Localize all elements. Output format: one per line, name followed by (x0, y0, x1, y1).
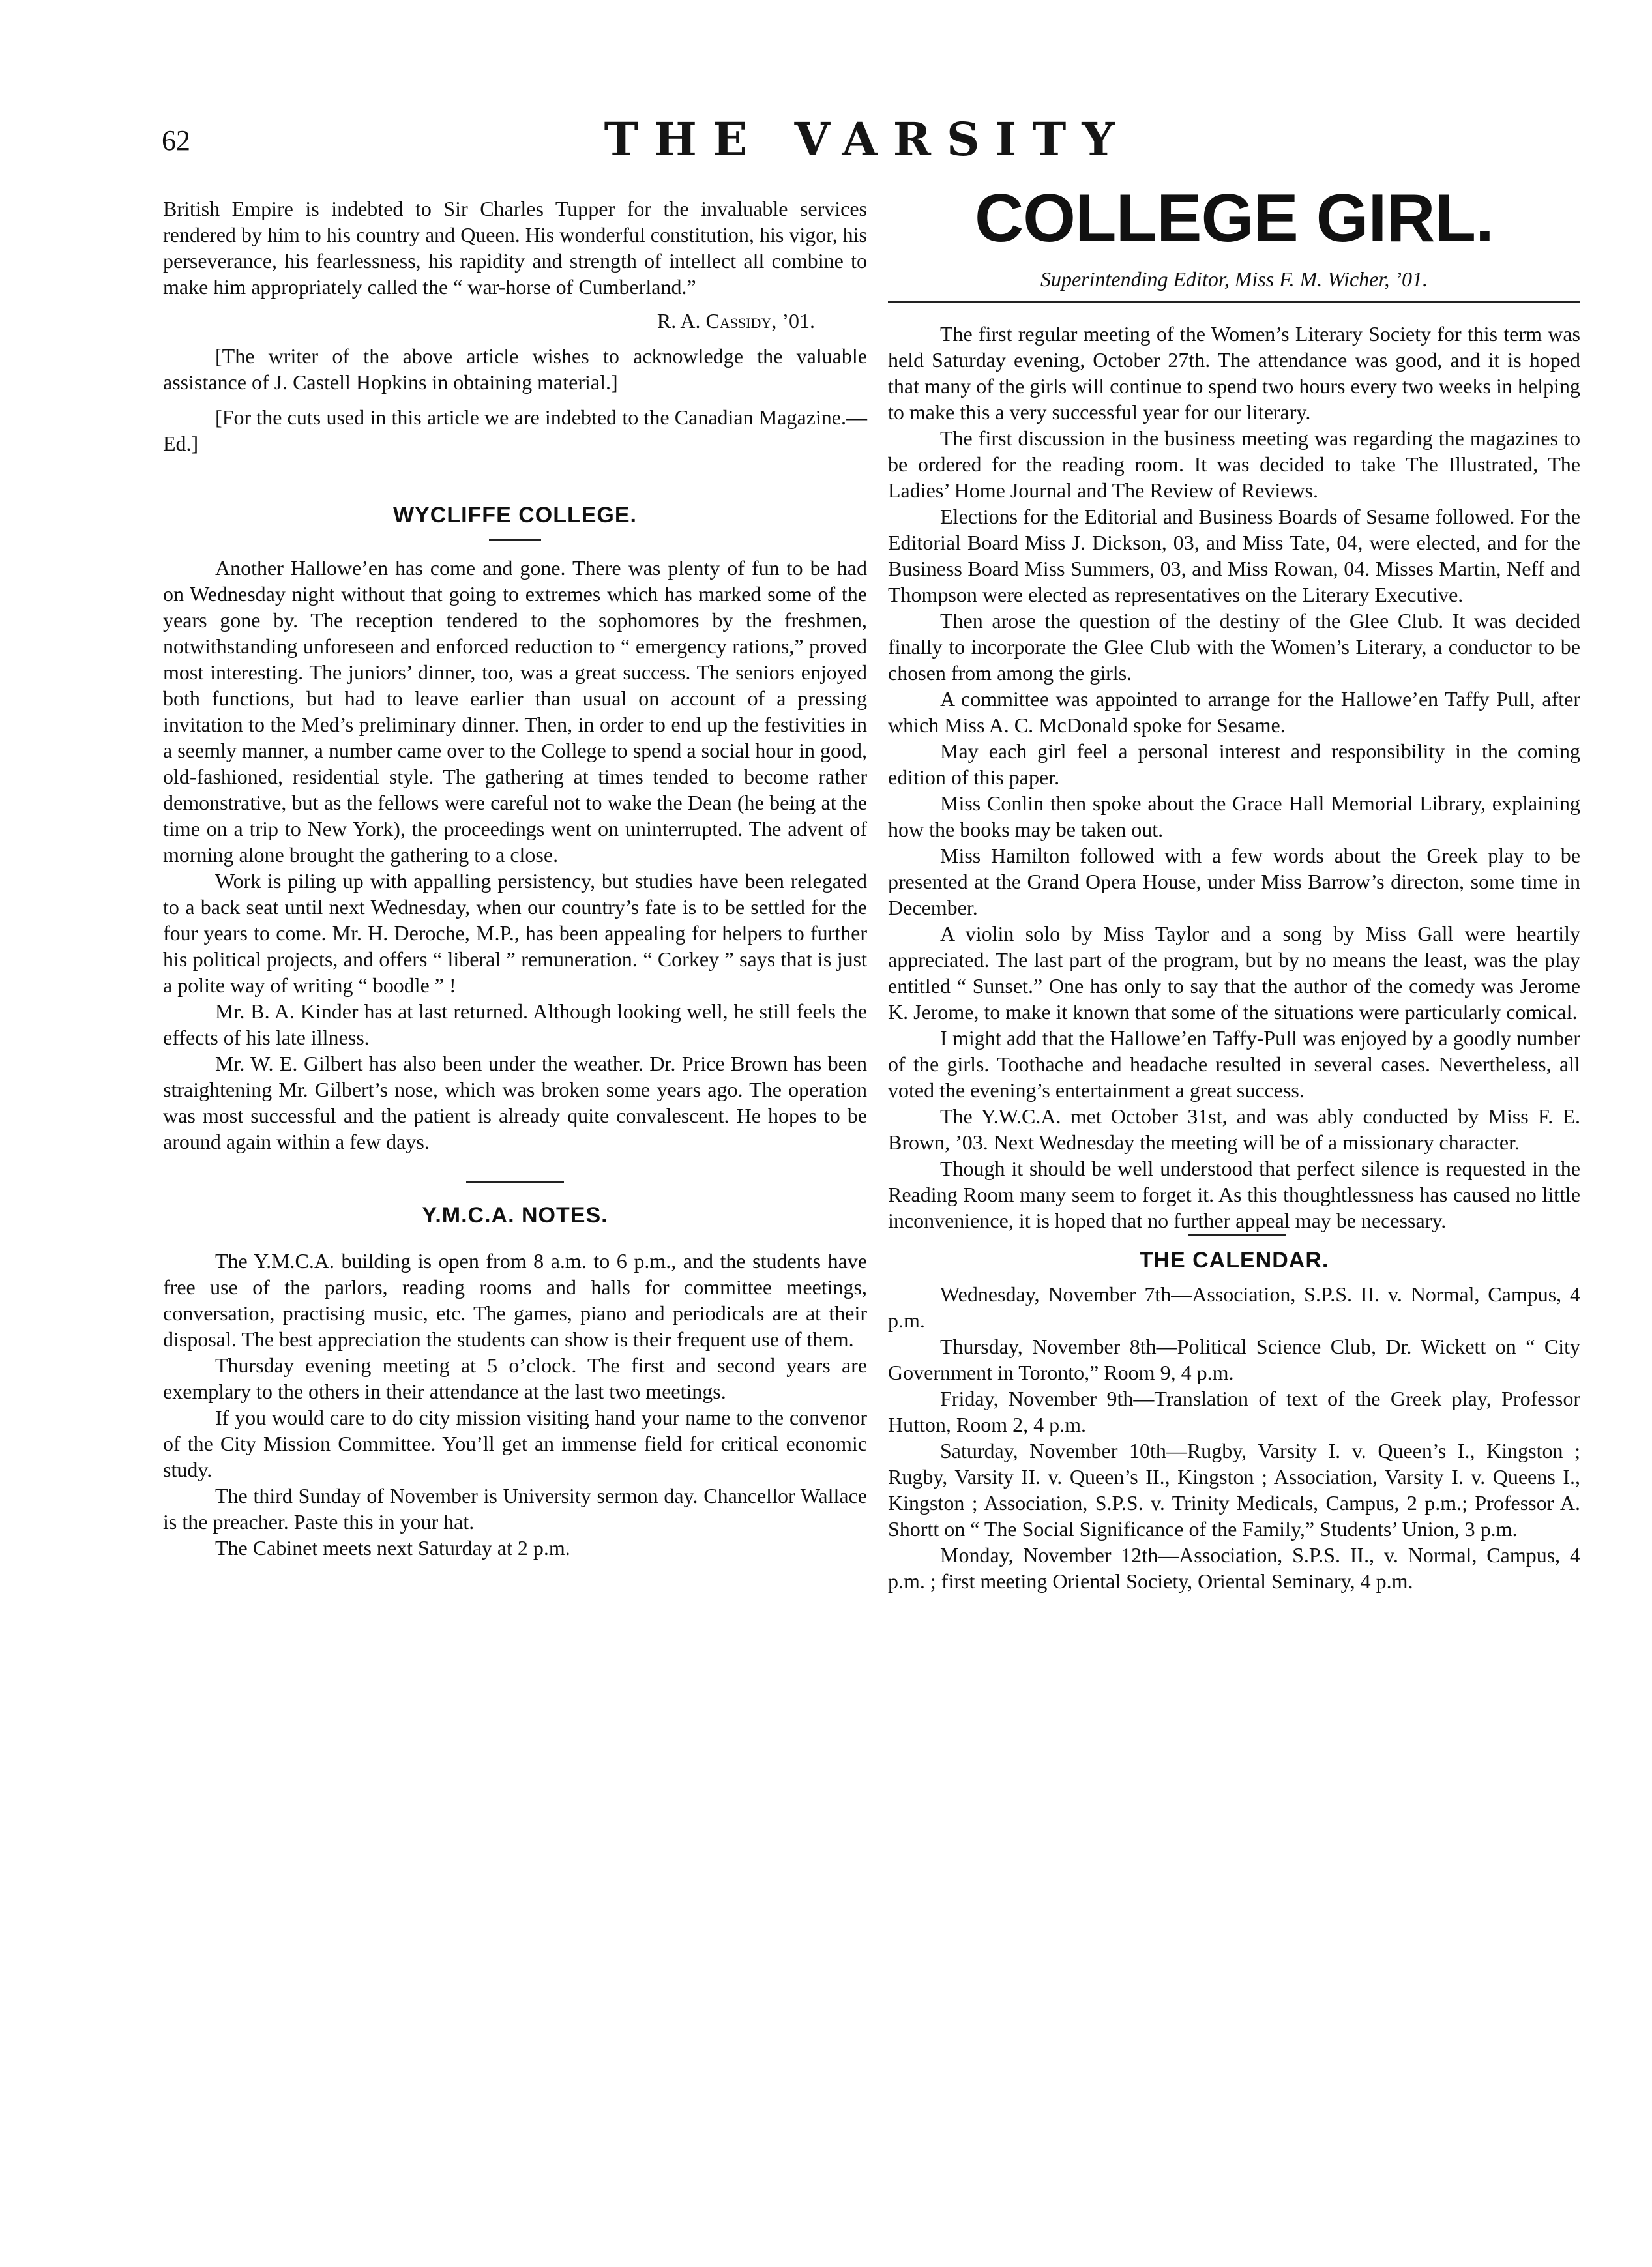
college-girl-paragraph: Elections for the Editorial and Business Boards of Sesame followed. For the Editorial Board Miss J. Dickson, 03, and Miss Tate, 04, were elected, and for the Business Board Miss Summers, 03, and Miss Rowan, 04. Misses Martin, Neff and Thompson were elected as representatives on the Literary Executive. (888, 505, 1580, 606)
title-double-rule (888, 301, 1580, 306)
college-girl-title: COLLEGE GIRL. (975, 181, 1494, 256)
section-rule (1188, 1234, 1286, 1236)
author-signature: R. A. Cassidy, ’01. (656, 309, 815, 333)
ymca-paragraph: If you would care to do city mission visiting hand your name to the convenor of the City Mission Committee. You’ll get an immense field for critical economic study. (163, 1406, 867, 1481)
college-girl-paragraph: The first regular meeting of the Women’s Literary Society for this term was held Saturday evening, October 27th. The attendance was good, and it is hoped that many of the girls will continue to spend two hours every two weeks in helping to make this a very successful year for our literary. (888, 322, 1580, 424)
ymca-heading: Y.M.C.A. NOTES. (422, 1203, 608, 1228)
heading-rule (489, 539, 541, 541)
cuts-note: [For the cuts used in this article we are indebted to the Canadian Magazine.—Ed.] (163, 406, 867, 455)
wycliffe-paragraph: Another Hallowe’en has come and gone. There was plenty of fun to be had on Wednesday night without that going to extremes which has marked some of the years gone by. The reception tendered to the sophomores by the freshmen, notwithstanding unforeseen and enforced reduction to “ emergency rations,” proved most interesting. The juniors’ dinner, too, was a great success. The seniors enjoyed both functions, but had to leave earlier than usual on account of a pressing invitation to the Med’s preliminary dinner. Then, in order to end up the festivities in a seemly manner, a number came over to the College to spend a social hour in good, old-fashioned, residential style. The gathering at times tended to become rather demonstrative, but as the fellows were careful not to wake the Dean (he being at the time on a trip to New York), the proceedings went on uninterrupted. The advent of morning alone brought the gathering to a close. (163, 556, 867, 867)
ymca-paragraph: The Cabinet meets next Saturday at 2 p.m. (215, 1536, 570, 1560)
section-rule (466, 1181, 564, 1183)
wycliffe-paragraph: Mr. W. E. Gilbert has also been under the weather. Dr. Price Brown has been straightening Mr. Gilbert’s nose, which was broken some years ago. The operation was most successful and the patient is already quite convalescent. He hopes to be around again within a few days. (163, 1052, 867, 1153)
ymca-paragraph: Thursday evening meeting at 5 o’clock. The first and second years are exemplary to the others in their attendance at the last two meetings. (163, 1354, 867, 1403)
calendar-entry: Saturday, November 10th—Rugby, Varsity I. v. Queen’s I., Kingston ; Rugby, Varsity II. v. Queen’s II., Kingston ; Association, Varsity I. v. Queens I., Kingston ; Association, S.P.S. v. Trinity Medicals, Campus, 2 p.m.; Professor A. Shortt on “ The Social Significance of the Family,” Students’ Union, 3 p.m. (888, 1439, 1580, 1541)
college-girl-paragraph: I might add that the Hallowe’en Taffy-Pull was enjoyed by a goodly number of the girls. Toothache and headache resulted in several cases. Nevertheless, all voted the evening’s entertainment a great success. (888, 1026, 1580, 1102)
college-girl-paragraph: Miss Conlin then spoke about the Grace Hall Memorial Library, explaining how the books may be taken out. (888, 792, 1580, 841)
acknowledgement-note: [The writer of the above article wishes to acknowledge the valuable assistance of J. Castell Hopkins in obtaining material.] (163, 344, 867, 394)
college-girl-paragraph: Miss Hamilton followed with a few words about the Greek play to be presented at the Grand Opera House, under Miss Barrow’s directon, some time in December. (888, 844, 1580, 919)
ymca-paragraph: The Y.M.C.A. building is open from 8 a.m. to 6 p.m., and the students have free use of the parlors, reading rooms and halls for committee meetings, conversation, practising music, etc. The games, piano and periodicals are at their disposal. The best appreciation the students can show is their frequent use of them. (163, 1249, 867, 1351)
calendar-entry: Thursday, November 8th—Political Science Club, Dr. Wickett on “ City Government in Toronto,” Room 9, 4 p.m. (888, 1335, 1580, 1384)
page-number: 62 (162, 125, 190, 156)
wycliffe-paragraph: Work is piling up with appalling persistency, but studies have been relegated to a back seat until next Wednesday, when our country’s fate is to be settled for the four years to come. Mr. H. Deroche, M.P., has been appealing for helpers to further his political projects, and offers “ liberal ” remuneration. “ Corkey ” says that is just a polite way of writing “ boodle ” ! (163, 869, 867, 997)
article-conclusion: British Empire is indebted to Sir Charles Tupper for the invaluable services rendered by him to his country and Queen. His wonderful constitution, his vigor, his perseverance, his fearlessness, his rapidity and strength of intellect all combine to make him appropriately called the “ war-horse of Cumberland.” (163, 197, 867, 299)
masthead: THE VARSITY (604, 112, 1130, 166)
wycliffe-heading: WYCLIFFE COLLEGE. (393, 503, 637, 527)
college-girl-paragraph: Then arose the question of the destiny of the Glee Club. It was decided finally to incorporate the Glee Club with the Women’s Literary, a conductor to be chosen from among the girls. (888, 609, 1580, 685)
editor-line: Superintending Editor, Miss F. M. Wicher, ’01. (1040, 267, 1428, 291)
college-girl-paragraph: A violin solo by Miss Taylor and a song by Miss Gall were heartily appreciated. The last part of the program, but by no means the least, was the play entitled “ Sunset.” One has only to say that the author of the comedy was Jerome K. Jerome, to make it known that some of the situations were particularly comical. (888, 922, 1580, 1024)
college-girl-paragraph: The Y.W.C.A. met October 31st, and was ably conducted by Miss F. E. Brown, ’03. Next Wednesday the meeting will be of a missionary character. (888, 1104, 1580, 1154)
calendar-heading: THE CALENDAR. (1139, 1248, 1329, 1273)
college-girl-paragraph: The first discussion in the business meeting was regarding the magazines to be ordered for the reading room. It was decided to take The Illustrated, The Ladies’ Home Journal and The Review of Reviews. (888, 426, 1580, 502)
calendar-entry: Wednesday, November 7th—Association, S.P.S. II. v. Normal, Campus, 4 p.m. (888, 1282, 1580, 1332)
calendar-entry: Monday, November 12th—Association, S.P.S. II., v. Normal, Campus, 4 p.m. ; first meeting Oriental Society, Oriental Seminary, 4 p.m. (888, 1543, 1580, 1593)
left-column (163, 196, 867, 1561)
wycliffe-paragraph: Mr. B. A. Kinder has at last returned. Although looking well, he still feels the effects of his late illness. (163, 1000, 867, 1049)
college-girl-paragraph: Though it should be well understood that perfect silence is requested in the Reading Room many seem to forget it. As this thoughtlessness has caused no little inconvenience, it is hoped that no further appeal may be necessary. (888, 1157, 1580, 1232)
calendar-entry: Friday, November 9th—Translation of text of the Greek play, Professor Hutton, Room 2, 4 p.m. (888, 1387, 1580, 1436)
college-girl-paragraph: A committee was appointed to arrange for the Hallowe’en Taffy Pull, after which Miss A. C. McDonald spoke for Sesame. (888, 687, 1580, 737)
ymca-paragraph: The third Sunday of November is University sermon day. Chancellor Wallace is the preacher. Paste this in your hat. (163, 1484, 867, 1534)
college-girl-paragraph: May each girl feel a personal interest and responsibility in the coming edition of this paper. (888, 739, 1580, 789)
right-column (888, 181, 1580, 1594)
